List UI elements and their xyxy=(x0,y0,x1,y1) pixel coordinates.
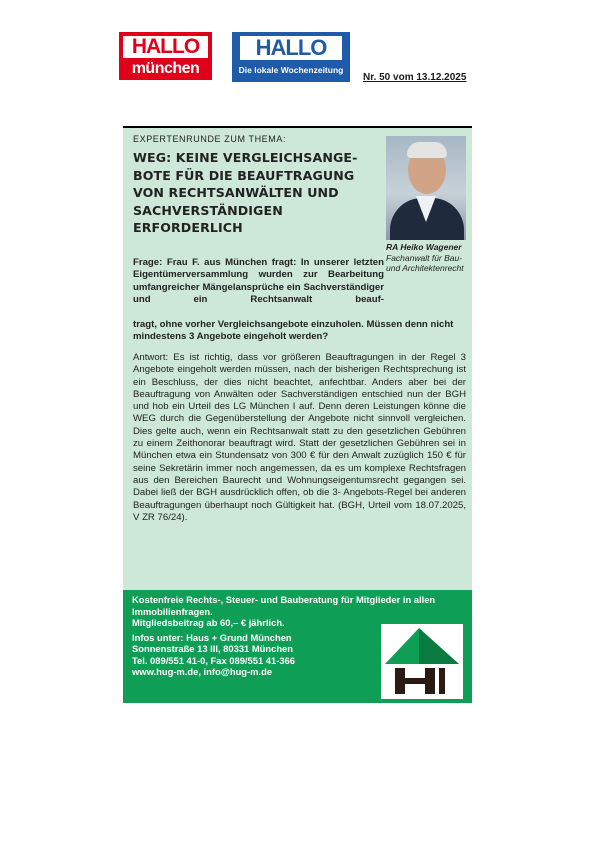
expert-name: RA Heiko Wagener xyxy=(386,242,462,252)
footer-line2: Mitgliedsbeitrag ab 60,– € jährlich. xyxy=(132,617,285,628)
expert-caption xyxy=(386,242,472,274)
haus-und-grund-logo xyxy=(381,624,463,699)
footer-line1: Kostenfreie Rechts-, Steuer- und Bauberatung für Mitglieder in allen Immobilienfragen. xyxy=(132,594,436,617)
logo-left-top-text: HALLO xyxy=(123,36,208,58)
article-headline: WEG: KEINE VERGLEICHSANGE-BOTE FÜR DIE BEAUFTRAGUNG VON RECHTSANWÄLTEN UND SACHVERSTÄNDIGEN ERFORDERLICH xyxy=(133,150,358,236)
issue-number: Nr. 50 vom 13.12.2025 xyxy=(363,72,467,83)
logo-right-top-text: HALLO xyxy=(240,36,342,60)
footer-line5: Tel. 089/551 41-0, Fax 089/551 41-366 xyxy=(132,654,295,666)
house-icon xyxy=(381,624,463,699)
question-text-part2: tragt, ohne vorher Vergleichsangebote einzuholen. Müssen denn nicht mindestens 3 Angebote eingeholt werden? xyxy=(133,319,454,343)
hallo-muenchen-logo xyxy=(119,32,212,80)
footer-line3: Infos unter: Haus + Grund München xyxy=(132,631,292,643)
footer-line6: www.hug-m.de, info@hug-m.de xyxy=(132,666,273,677)
logo-left-bottom-text: münchen xyxy=(131,60,200,77)
question-text-part1: Frage: Frau F. aus München fragt: In unserer letzten Eigentümerversammlung wurden zur Bearbeitung umfangreicher Mängelansprüche ein Sachverständiger und ein Rechtsanwalt beauf- xyxy=(133,257,384,305)
expert-photo xyxy=(386,136,466,240)
expert-title: Fachanwalt für Bau-und Architektenrecht xyxy=(386,252,464,273)
photo-hair xyxy=(407,142,447,158)
footer-ad xyxy=(123,590,472,703)
logo-right-bottom-text: Die lokale Wochenzeitung xyxy=(238,65,344,75)
answer-text: Antwort: Es ist richtig, dass vor größeren Beauftragungen in der Regel 3 Angebote eingeholt werden müssen, nach der bisherigen Rechtsprechung ist ein Beschluss, der dies nicht beachtet, anfechtbar. Anders aber bei der Beauftragung von Anwälten oder Sachverständigen entschied nun der BGH und hob ein Urteil des LG München I auf. Denn deren Leistungen könne die WEG durch die Gegenüberstellung der Angebote nicht sinnvoll vergleichen. Dies gelte auch, wenn ein Rechtsanwalt statt zu den gesetzlichen Gebühren zu einem Zeithonorar beauftragt wird. Statt der gesetzlichen Gebühren sei in München etwa ein Stundensatz von 300 € für den Anwalt zuzüglich 150 € für seine Sekretärin immer noch angemessen, da es um komplexe Rechtsfragen aus den Bereichen Baurecht und Wohnungseigentumsrecht gegangen sei. Dabei ließ der BGH ausdrücklich offen, ob die 3- Angebots-Regel bei anderen Beauftragungen überhaupt noch Gültigkeit hat. (BGH, Urteil vom 18.07.2025, V ZR 76/24). xyxy=(133,352,466,523)
footer-line4: Sonnenstraße 13 III, 80331 München xyxy=(132,643,293,654)
article-kicker: EXPERTENRUNDE ZUM THEMA: xyxy=(133,134,287,144)
article-box xyxy=(123,126,472,592)
hallo-wochenzeitung-logo xyxy=(232,32,350,82)
